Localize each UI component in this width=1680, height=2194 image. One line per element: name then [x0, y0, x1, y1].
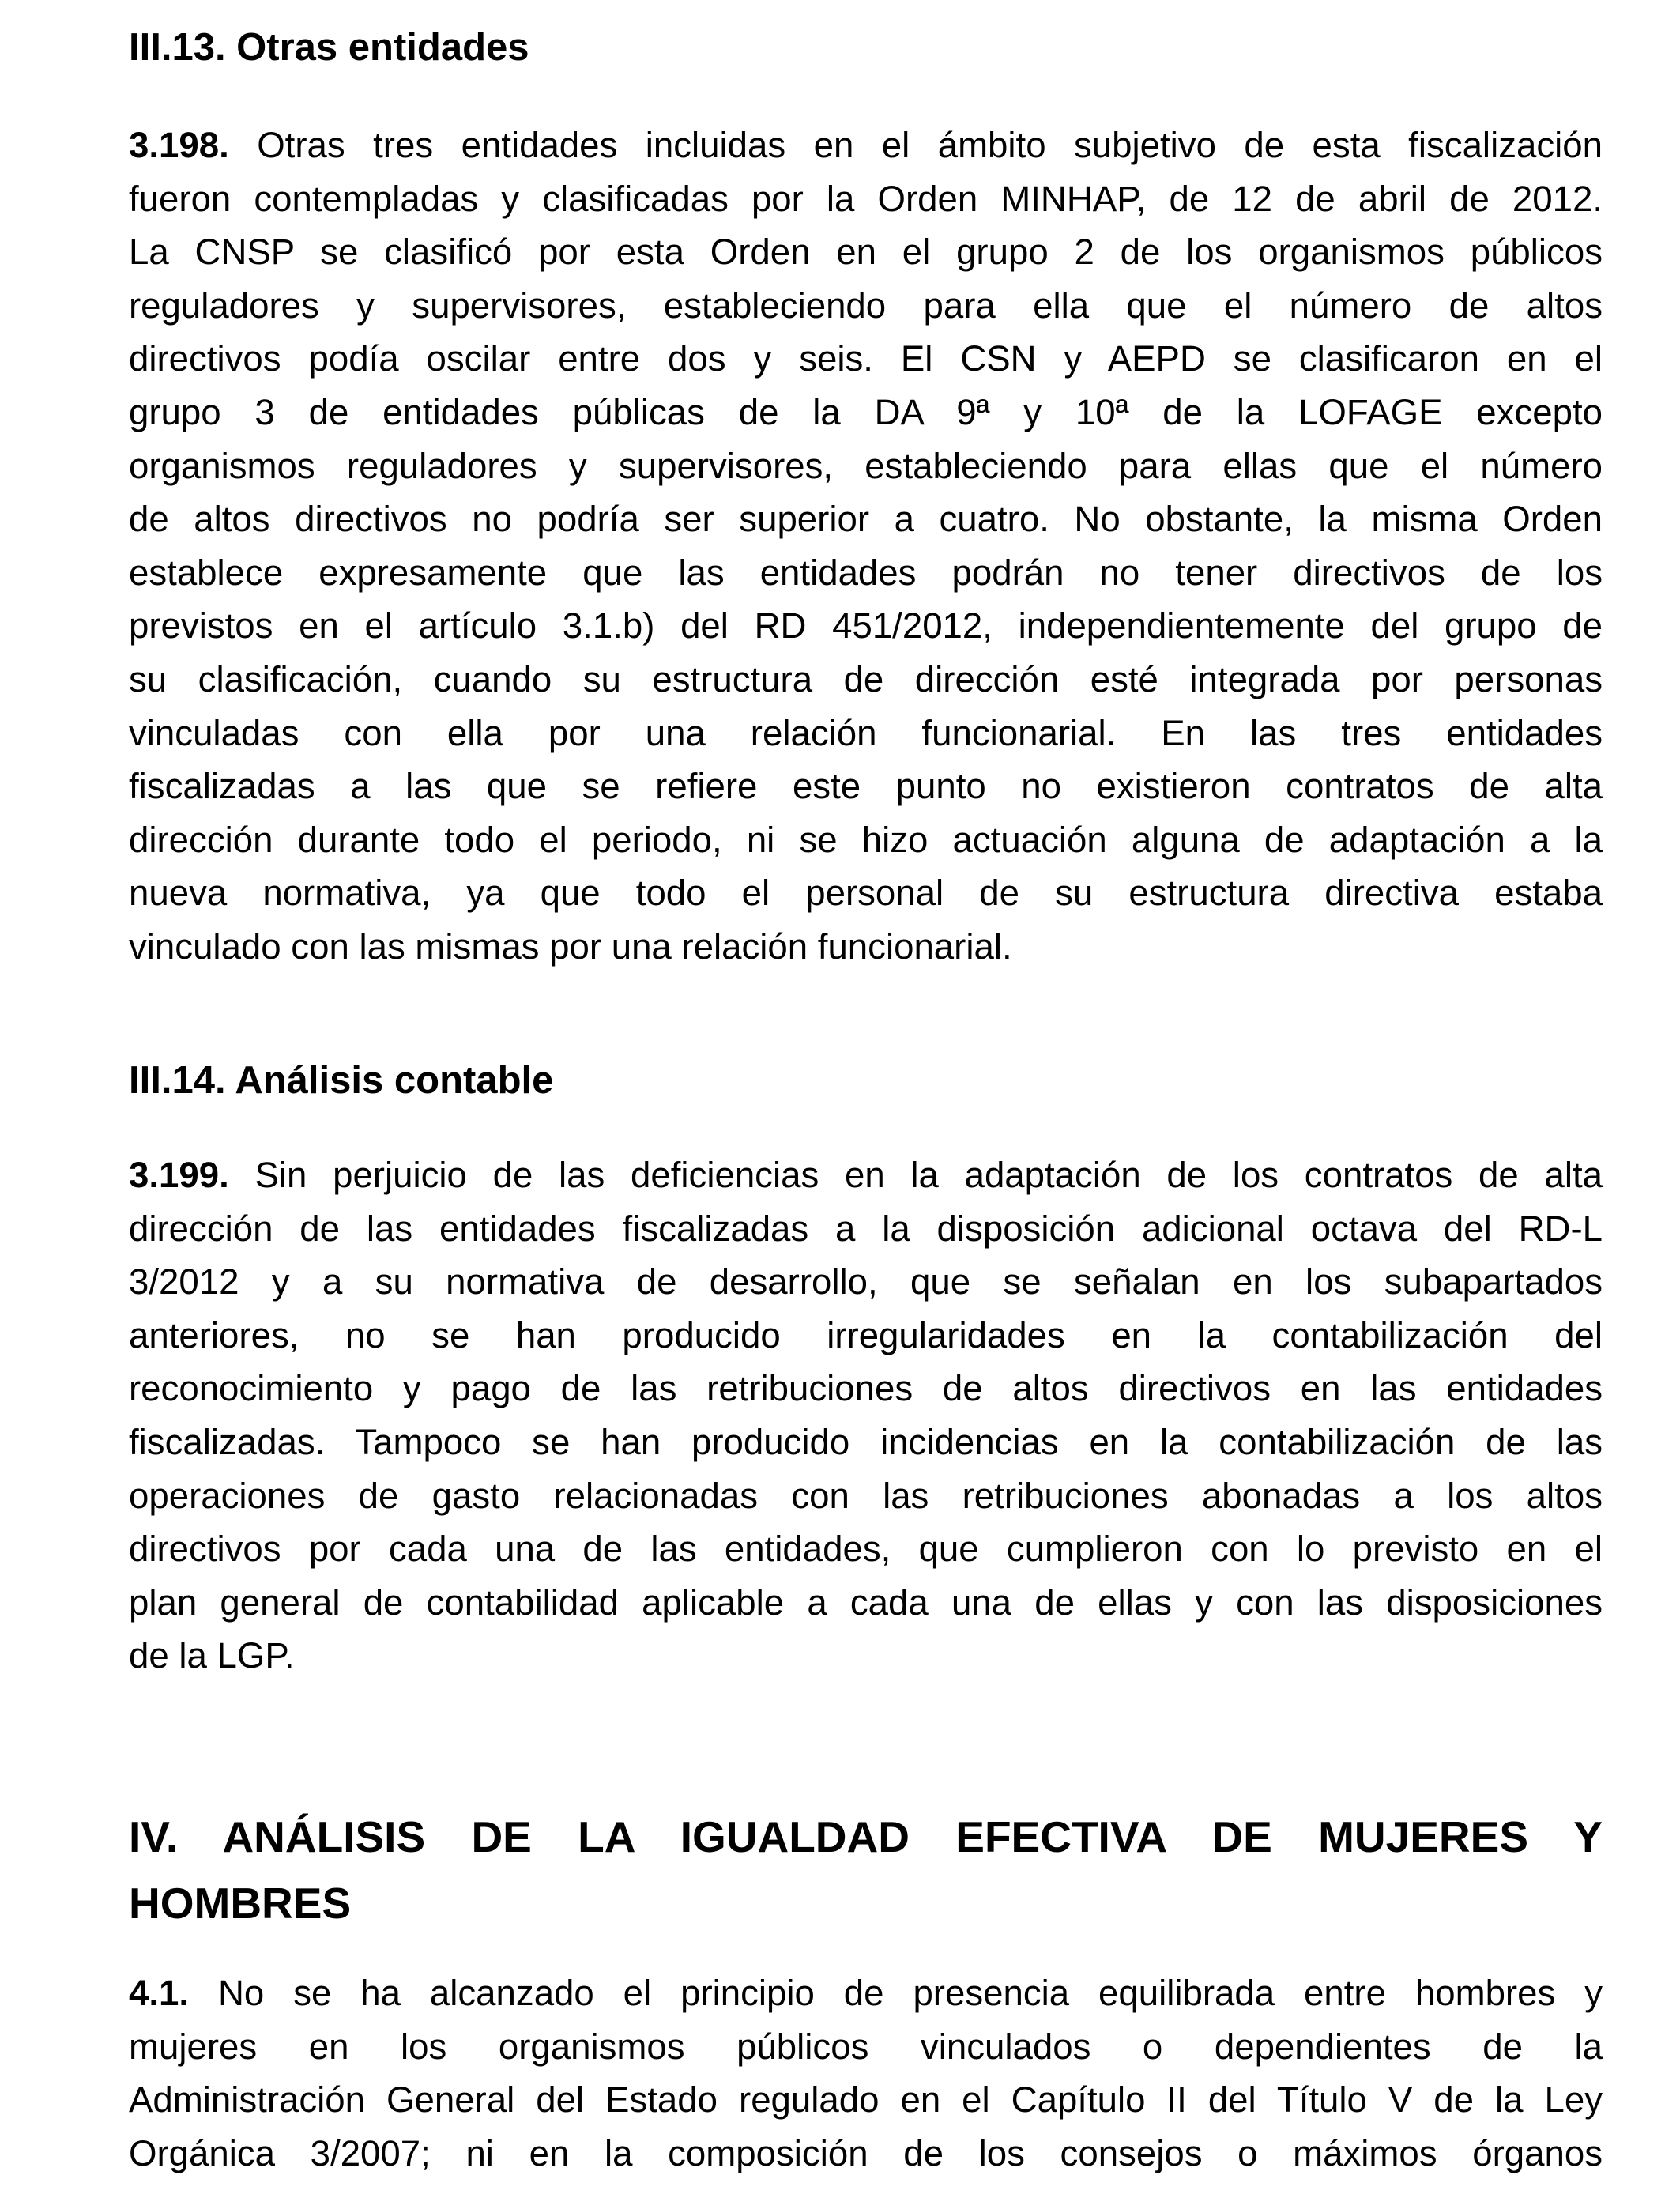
paragraph-number: 4.1.	[129, 1973, 190, 2013]
paragraph-line: anteriores, no se han producido irregularidades en la contabilización del	[129, 1314, 1603, 1355]
paragraph-3-198	[129, 119, 1603, 974]
paragraph-line: nueva normativa, ya que todo el personal de su estructura directiva estaba	[129, 873, 1603, 914]
chapter-heading-line: IV. ANÁLISIS DE LA IGUALDAD EFECTIVA DE MUJERES Y	[129, 1812, 1603, 1861]
paragraph-line: mujeres en los organismos públicos vinculados o dependientes de la	[129, 2026, 1603, 2067]
paragraph-line: 4.1. No se ha alcanzado el principio de presencia equilibrada entre hombres y	[129, 1973, 1603, 2013]
paragraph-line: La CNSP se clasificó por esta Orden en el grupo 2 de los organismos públicos	[129, 232, 1603, 273]
section-heading-iii-13: III.13. Otras entidades	[129, 26, 529, 69]
paragraph-line: vinculado con las mismas por una relación funcionarial.	[129, 925, 1012, 967]
paragraph-number: 3.198.	[129, 125, 229, 165]
chapter-heading-line: HOMBRES	[129, 1879, 352, 1928]
paragraph-line: directivos podía oscilar entre dos y seis. El CSN y AEPD se clasificaron en el	[129, 338, 1603, 379]
paragraph-line: fiscalizadas. Tampoco se han producido incidencias en la contabilización de las	[129, 1421, 1603, 1462]
paragraph-line: fueron contempladas y clasificadas por la Orden MINHAP, de 12 de abril de 2012.	[129, 178, 1603, 219]
paragraph-line: grupo 3 de entidades públicas de la DA 9ª y 10ª de la LOFAGE excepto	[129, 391, 1603, 432]
paragraph-4-1	[129, 1966, 1603, 2180]
paragraph-line: su clasificación, cuando su estructura de dirección esté integrada por personas	[129, 658, 1603, 699]
paragraph-line: dirección durante todo el periodo, ni se hizo actuación alguna de adaptación a la	[129, 819, 1603, 860]
paragraph-line: 3.198. Otras tres entidades incluidas en el ámbito subjetivo de esta fiscalización	[129, 125, 1603, 165]
paragraph-line: de la LGP.	[129, 1635, 295, 1676]
paragraph-line: establece expresamente que las entidades podrán no tener directivos de los	[129, 552, 1603, 593]
paragraph-line: vinculadas con ella por una relación funcionarial. En las tres entidades	[129, 712, 1603, 753]
paragraph-line: dirección de las entidades fiscalizadas a la disposición adicional octava del RD-L	[129, 1208, 1603, 1249]
paragraph-line: reguladores y supervisores, estableciendo para ella que el número de altos	[129, 285, 1603, 326]
paragraph-line: de altos directivos no podría ser superior a cuatro. No obstante, la misma Orden	[129, 499, 1603, 540]
paragraph-line: 3/2012 y a su normativa de desarrollo, que se señalan en los subapartados	[129, 1261, 1603, 1302]
paragraph-line: organismos reguladores y supervisores, estableciendo para ellas que el número	[129, 445, 1603, 486]
paragraph-line: Orgánica 3/2007; ni en la composición de los consejos o máximos órganos	[129, 2132, 1603, 2173]
paragraph-3-199	[129, 1148, 1603, 1683]
chapter-heading-iv	[129, 1804, 1603, 1936]
section-heading-iii-14: III.14. Análisis contable	[129, 1059, 554, 1102]
paragraph-number: 3.199.	[129, 1155, 229, 1195]
paragraph-line: operaciones de gasto relacionadas con las retribuciones abonadas a los altos	[129, 1475, 1603, 1516]
paragraph-line: Administración General del Estado regulado en el Capítulo II del Título V de la Ley	[129, 2079, 1603, 2120]
paragraph-line: reconocimiento y pago de las retribuciones de altos directivos en las entidades	[129, 1368, 1603, 1409]
paragraph-line: previstos en el artículo 3.1.b) del RD 451/2012, independientemente del grupo de	[129, 605, 1603, 647]
paragraph-line: 3.199. Sin perjuicio de las deficiencias en la adaptación de los contratos de alta	[129, 1155, 1603, 1195]
paragraph-line: plan general de contabilidad aplicable a cada una de ellas y con las disposiciones	[129, 1581, 1603, 1623]
paragraph-line: directivos por cada una de las entidades, que cumplieron con lo previsto en el	[129, 1529, 1603, 1570]
paragraph-line: fiscalizadas a las que se refiere este punto no existieron contratos de alta	[129, 766, 1603, 807]
